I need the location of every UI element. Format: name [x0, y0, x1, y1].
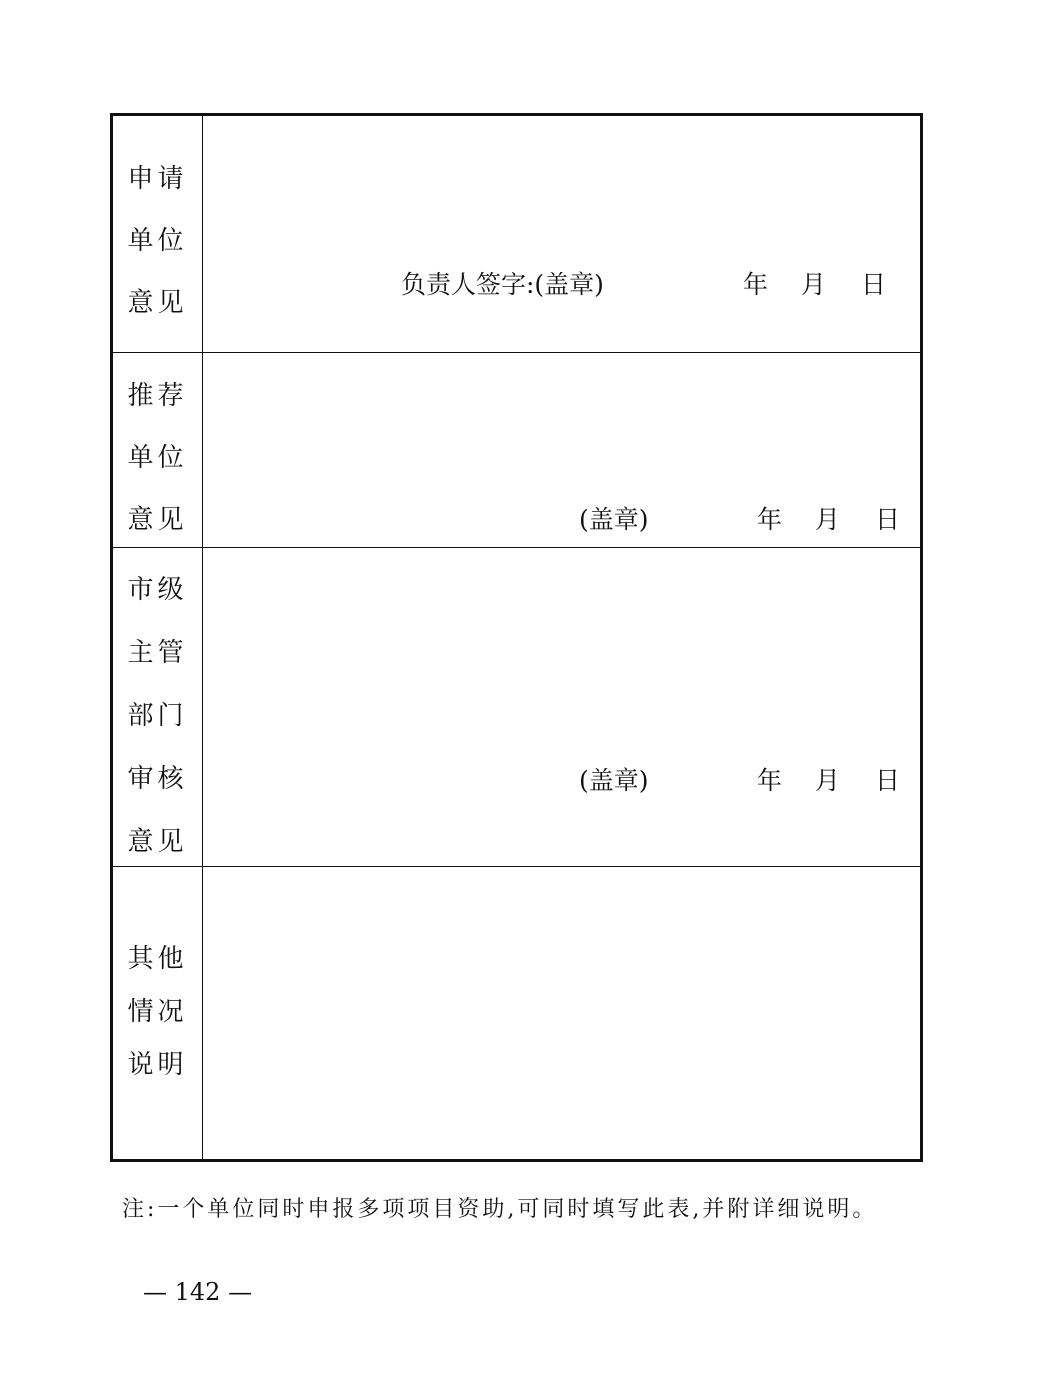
label-line: 申请 [127, 164, 188, 194]
label-line: 说明 [127, 1050, 188, 1080]
label-line: 意见 [127, 827, 188, 857]
label-line: 情况 [127, 997, 188, 1027]
applicant-opinion-label [113, 166, 202, 316]
label-line: 意见 [127, 288, 188, 318]
signature-seal-text: 负责人签字:(盖章) [401, 270, 604, 299]
label-line: 市级 [127, 575, 188, 605]
page-number: — 142 — [143, 1278, 253, 1306]
recommender-opinion-label [113, 383, 202, 533]
seal-text: (盖章) [579, 505, 649, 534]
label-line: 其他 [127, 944, 188, 974]
date-month: 月 [801, 270, 827, 299]
date-month: 月 [815, 505, 841, 534]
column-divider [202, 116, 203, 1159]
label-line: 单位 [127, 443, 188, 473]
label-line: 单位 [127, 226, 188, 256]
label-line: 推荐 [127, 381, 188, 411]
date-month: 月 [815, 766, 841, 795]
opinion-form-table [110, 113, 923, 1162]
label-line: 主管 [127, 638, 188, 668]
row-divider-3 [113, 866, 920, 867]
municipal-review-label [113, 577, 202, 855]
date-year: 年 [757, 766, 783, 795]
row-divider-2 [113, 547, 920, 548]
row-divider-1 [113, 352, 920, 353]
date-day: 日 [861, 270, 887, 299]
label-line: 审核 [127, 764, 188, 794]
date-day: 日 [875, 505, 901, 534]
label-line: 意见 [127, 505, 188, 535]
other-notes-label [113, 946, 202, 1078]
date-year: 年 [757, 505, 783, 534]
date-day: 日 [875, 766, 901, 795]
footnote: 注:一个单位同时申报多项项目资助,可同时填写此表,并附详细说明。 [122, 1197, 878, 1222]
date-year: 年 [743, 270, 769, 299]
label-line: 部门 [127, 701, 188, 731]
seal-text: (盖章) [579, 766, 649, 795]
